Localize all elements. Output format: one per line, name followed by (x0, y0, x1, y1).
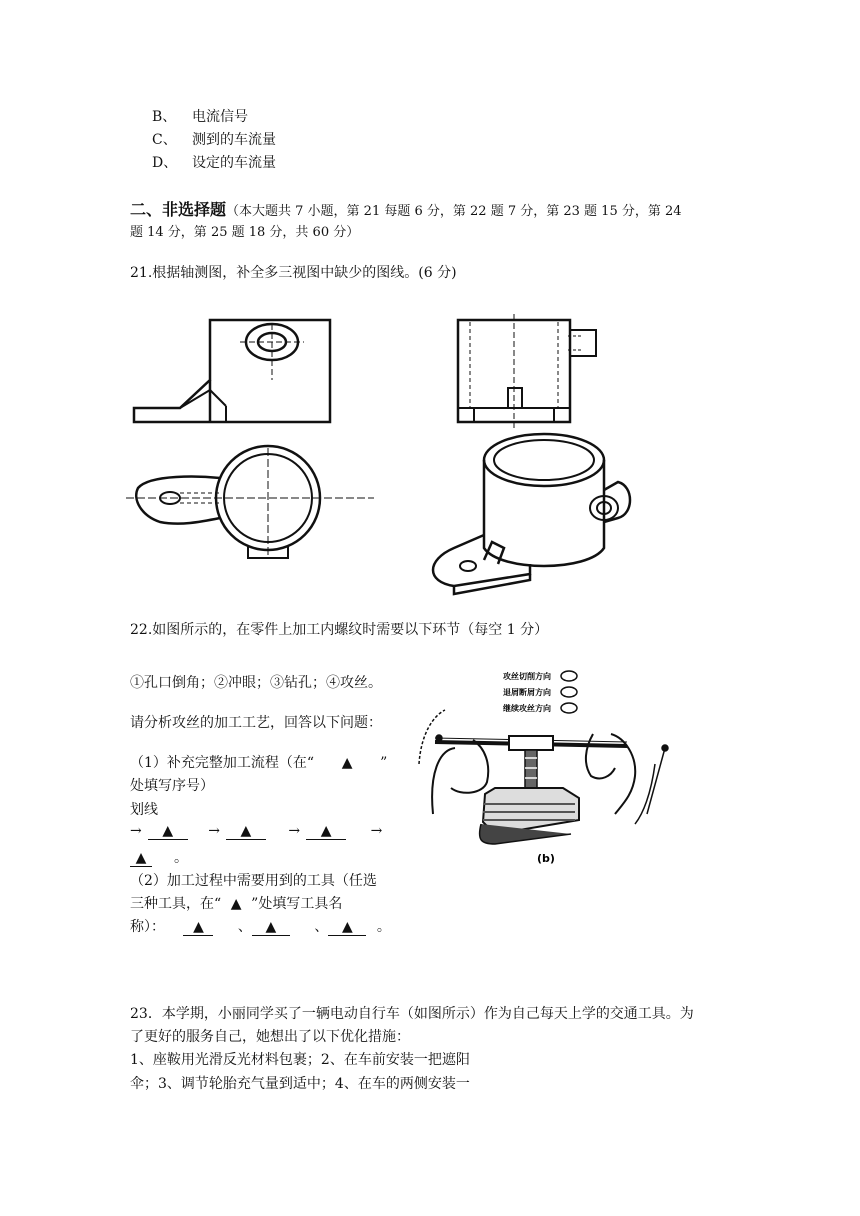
option-text: 测到的车流量 (192, 132, 276, 148)
figure-label: 退屑断屑方向 (503, 688, 551, 697)
flow-blank-1[interactable]: ▲ (148, 823, 188, 840)
flow-blank-3[interactable]: ▲ (306, 823, 346, 840)
q22-steps: ①孔口倒角；②冲眼；③钻孔；④攻丝。 (130, 675, 382, 691)
option-text: 设定的车流量 (192, 155, 276, 171)
flow-arrow: → (130, 823, 142, 839)
question-23-line1: 23．本学期，小丽同学买了一辆电动自行车（如图所示）作为自己每天上学的交通工具。为 (130, 1006, 694, 1022)
process-flow-end (130, 847, 188, 867)
section-note: （本大题共 7 小题，第 21 每题 6 分，第 22 题 7 分，第 23 题 15 分，第 24 (226, 204, 682, 219)
blank-marker: ▲ (341, 755, 353, 771)
question-22: 22.如图所示的，在零件上加工内螺纹时需要以下环节（每空 1 分） (130, 622, 549, 638)
isometric-view (433, 434, 630, 594)
q22-part1-line2: 处填写序号） (130, 778, 214, 794)
q22-part2-text: 三种工具，在“ (130, 896, 222, 912)
flow-arrow: → (288, 823, 301, 839)
option-text: 电流信号 (192, 109, 248, 125)
question-23-line4: 伞；3、调节轮胎充气量到适中；4、在车的两侧安装一 (130, 1076, 470, 1092)
section-heading (130, 197, 682, 220)
q22-part2-label: 称）： (130, 919, 165, 935)
q22-prompt: 请分析攻丝的加工工艺，回答以下问题： (130, 715, 382, 731)
tool-blank-3[interactable]: ▲ (328, 919, 366, 936)
question-23-line2: 了更好的服务自己，她想出了以下优化措施： (130, 1029, 410, 1045)
q22-part2-line3 (130, 916, 391, 936)
flow-period: 。 (174, 850, 188, 866)
tapping-illustration (415, 664, 685, 870)
option-c (152, 129, 276, 149)
q22-part1-quote: ” (380, 755, 388, 771)
q22-part2-text2: ”处填写工具名 (251, 896, 343, 912)
q22-part1-text: （1）补充完整加工流程（在“ (130, 755, 315, 771)
option-letter: D、 (152, 155, 178, 171)
q22-part2-line2 (130, 893, 342, 913)
option-b (152, 106, 248, 126)
period: 。 (376, 919, 391, 935)
separator: 、 (314, 919, 329, 935)
tool-blank-1[interactable]: ▲ (183, 919, 213, 936)
front-view (134, 320, 330, 422)
question-23-line3: 1、座鞍用光滑反光材料包裹；2、在车前安装一把遮阳 (130, 1052, 470, 1068)
option-d (152, 152, 276, 172)
option-letter: B、 (152, 109, 177, 125)
blank-marker: ▲ (230, 896, 242, 912)
flow-blank-4[interactable]: ▲ (130, 850, 152, 867)
flow-arrow: → (370, 823, 383, 839)
figure-label: 攻丝切削方向 (503, 672, 551, 681)
figure-label: 继续攻丝方向 (503, 704, 551, 713)
flow-arrow: → (208, 823, 220, 839)
section-note-line2: 题 14 分，第 25 题 18 分，共 60 分） (130, 225, 360, 240)
figure-caption: (b) (537, 852, 555, 865)
section-title: 二、非选择题 (130, 200, 227, 219)
q22-part1-line3: 划线 (130, 802, 158, 818)
question-21: 21.根据轴测图，补全多三视图中缺少的图线。(6 分) (130, 265, 457, 281)
process-flow (130, 823, 382, 840)
flow-blank-2[interactable]: ▲ (226, 823, 266, 840)
q22-part2-line1: （2）加工过程中需要用到的工具（任选 (130, 873, 377, 889)
side-view (458, 314, 596, 428)
separator: 、 (237, 919, 252, 935)
tool-blank-2[interactable]: ▲ (252, 919, 290, 936)
option-letter: C、 (152, 132, 177, 148)
three-view-drawings (120, 310, 740, 600)
q22-part1-line1 (130, 752, 387, 772)
top-view (126, 446, 374, 558)
